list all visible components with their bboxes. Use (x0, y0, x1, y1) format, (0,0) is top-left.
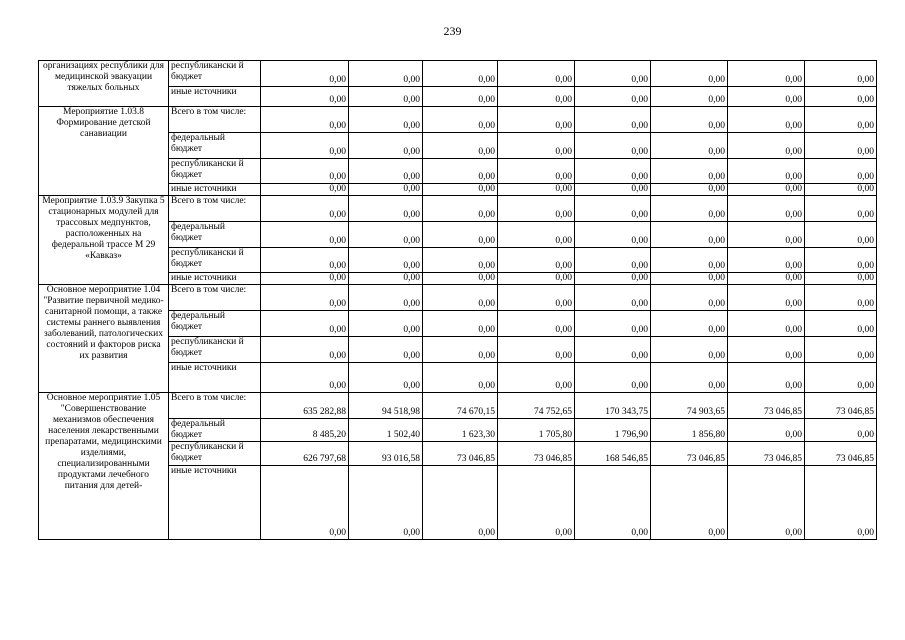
amount-cell: 0,00 (349, 311, 423, 337)
activity-name-cell: Основное мероприятие 1.04 "Развитие первичной медико-санитарной помощи, а также системы раннего выявления заболеваний, патологических состояний и факторов риска их развития (39, 285, 169, 393)
amount-cell: 0,00 (261, 159, 349, 184)
amount-cell: 0,00 (805, 337, 877, 363)
amount-cell: 0,00 (651, 184, 728, 196)
amount-cell: 0,00 (805, 107, 877, 133)
amount-cell: 0,00 (498, 196, 575, 222)
amount-cell: 0,00 (349, 363, 423, 393)
amount-cell: 94 518,98 (349, 393, 423, 419)
amount-cell: 1 856,80 (651, 419, 728, 442)
amount-cell: 0,00 (728, 222, 805, 248)
amount-cell: 0,00 (575, 363, 651, 393)
amount-cell: 0,00 (728, 248, 805, 273)
amount-cell: 0,00 (651, 273, 728, 285)
amount-cell: 0,00 (728, 419, 805, 442)
amount-cell: 0,00 (805, 133, 877, 159)
amount-cell: 0,00 (575, 222, 651, 248)
amount-cell: 0,00 (651, 363, 728, 393)
amount-cell: 0,00 (728, 159, 805, 184)
funding-source-cell: Всего в том числе: (169, 196, 261, 222)
amount-cell: 0,00 (728, 466, 805, 540)
amount-cell: 0,00 (261, 285, 349, 311)
amount-cell: 0,00 (261, 184, 349, 196)
amount-cell: 0,00 (728, 61, 805, 87)
amount-cell: 0,00 (498, 337, 575, 363)
amount-cell: 0,00 (498, 159, 575, 184)
amount-cell: 0,00 (805, 196, 877, 222)
table-row (39, 61, 877, 87)
amount-cell: 0,00 (651, 107, 728, 133)
amount-cell: 0,00 (498, 311, 575, 337)
funding-source-cell: федеральный бюджет (169, 311, 261, 337)
amount-cell: 0,00 (423, 273, 498, 285)
amount-cell: 0,00 (728, 363, 805, 393)
amount-cell: 0,00 (728, 273, 805, 285)
amount-cell: 0,00 (728, 133, 805, 159)
funding-source-cell: Всего в том числе: (169, 107, 261, 133)
amount-cell: 0,00 (261, 248, 349, 273)
amount-cell: 0,00 (805, 419, 877, 442)
amount-cell: 0,00 (261, 196, 349, 222)
amount-cell: 0,00 (349, 133, 423, 159)
amount-cell: 73 046,85 (805, 442, 877, 466)
amount-cell: 0,00 (498, 133, 575, 159)
amount-cell: 626 797,68 (261, 442, 349, 466)
amount-cell: 0,00 (805, 222, 877, 248)
amount-cell: 635 282,88 (261, 393, 349, 419)
amount-cell: 0,00 (651, 196, 728, 222)
amount-cell: 0,00 (423, 337, 498, 363)
amount-cell: 74 670,15 (423, 393, 498, 419)
amount-cell: 0,00 (498, 285, 575, 311)
amount-cell: 0,00 (651, 159, 728, 184)
amount-cell: 73 046,85 (498, 442, 575, 466)
amount-cell: 73 046,85 (728, 393, 805, 419)
amount-cell: 0,00 (728, 107, 805, 133)
amount-cell: 0,00 (575, 196, 651, 222)
amount-cell: 0,00 (728, 285, 805, 311)
amount-cell: 93 016,58 (349, 442, 423, 466)
funding-source-cell: республикански й бюджет (169, 337, 261, 363)
amount-cell: 0,00 (728, 196, 805, 222)
funding-source-cell: иные источники (169, 363, 261, 393)
amount-cell: 0,00 (261, 133, 349, 159)
amount-cell: 0,00 (651, 87, 728, 107)
amount-cell: 0,00 (423, 363, 498, 393)
amount-cell: 0,00 (498, 87, 575, 107)
amount-cell: 0,00 (728, 87, 805, 107)
amount-cell: 0,00 (261, 61, 349, 87)
amount-cell: 0,00 (349, 466, 423, 540)
amount-cell: 0,00 (805, 184, 877, 196)
funding-source-cell: федеральный бюджет (169, 222, 261, 248)
activity-name-cell: Мероприятие 1.03.8 Формирование детской санавиации (39, 107, 169, 196)
funding-source-cell: иные источники (169, 184, 261, 196)
amount-cell: 0,00 (651, 248, 728, 273)
amount-cell: 1 623,30 (423, 419, 498, 442)
amount-cell: 0,00 (651, 285, 728, 311)
amount-cell: 0,00 (651, 133, 728, 159)
amount-cell: 74 903,65 (651, 393, 728, 419)
funding-source-cell: иные источники (169, 273, 261, 285)
amount-cell: 168 546,85 (575, 442, 651, 466)
amount-cell: 0,00 (575, 285, 651, 311)
amount-cell: 1 502,40 (349, 419, 423, 442)
amount-cell: 0,00 (423, 133, 498, 159)
activity-name-cell: Основное мероприятие 1.05 "Совершенствование механизмов обеспечения населения лекарственными препаратами, медицинскими изделиями, специализированными продуктами лечебного питания для детей- (39, 393, 169, 540)
funding-source-cell: республикански й бюджет (169, 159, 261, 184)
amount-cell: 0,00 (575, 273, 651, 285)
amount-cell: 0,00 (651, 466, 728, 540)
amount-cell: 0,00 (423, 61, 498, 87)
amount-cell: 0,00 (498, 248, 575, 273)
amount-cell: 170 343,75 (575, 393, 651, 419)
amount-cell: 0,00 (498, 466, 575, 540)
amount-cell: 0,00 (423, 285, 498, 311)
amount-cell: 0,00 (261, 107, 349, 133)
table-row (39, 107, 877, 133)
amount-cell: 8 485,20 (261, 419, 349, 442)
amount-cell: 0,00 (261, 311, 349, 337)
amount-cell: 0,00 (575, 61, 651, 87)
amount-cell: 0,00 (261, 363, 349, 393)
amount-cell: 0,00 (575, 184, 651, 196)
amount-cell: 0,00 (423, 222, 498, 248)
amount-cell: 0,00 (651, 61, 728, 87)
amount-cell: 0,00 (805, 273, 877, 285)
amount-cell: 73 046,85 (423, 442, 498, 466)
amount-cell: 0,00 (423, 107, 498, 133)
amount-cell: 0,00 (498, 61, 575, 87)
amount-cell: 0,00 (575, 87, 651, 107)
amount-cell: 0,00 (423, 159, 498, 184)
amount-cell: 0,00 (575, 248, 651, 273)
amount-cell: 0,00 (349, 61, 423, 87)
amount-cell: 0,00 (349, 222, 423, 248)
activity-name-cell: организациях республики для медицинской эвакуации тяжелых больных (39, 61, 169, 107)
funding-source-cell: иные источники (169, 466, 261, 540)
amount-cell: 0,00 (423, 196, 498, 222)
amount-cell: 0,00 (728, 337, 805, 363)
funding-source-cell: республикански й бюджет (169, 442, 261, 466)
amount-cell: 0,00 (349, 285, 423, 311)
amount-cell: 0,00 (349, 107, 423, 133)
amount-cell: 0,00 (805, 285, 877, 311)
amount-cell: 0,00 (261, 273, 349, 285)
amount-cell: 0,00 (728, 311, 805, 337)
amount-cell: 73 046,85 (651, 442, 728, 466)
table-row (39, 285, 877, 311)
amount-cell: 0,00 (575, 107, 651, 133)
amount-cell: 0,00 (651, 222, 728, 248)
funding-source-cell: Всего в том числе: (169, 285, 261, 311)
amount-cell: 73 046,85 (728, 442, 805, 466)
amount-cell: 0,00 (349, 273, 423, 285)
page-number: 239 (443, 24, 462, 38)
amount-cell: 0,00 (498, 273, 575, 285)
amount-cell: 0,00 (805, 466, 877, 540)
funding-source-cell: республикански й бюджет (169, 248, 261, 273)
amount-cell: 0,00 (423, 248, 498, 273)
activity-name-cell: Мероприятие 1.03.9 Закупка 5 стационарных модулей для трассовых медпунктов, расположенных на федеральной трассе М 29 «Кавказ» (39, 196, 169, 285)
funding-source-cell: федеральный бюджет (169, 419, 261, 442)
amount-cell: 0,00 (423, 184, 498, 196)
amount-cell: 0,00 (728, 184, 805, 196)
amount-cell: 0,00 (349, 87, 423, 107)
amount-cell: 74 752,65 (498, 393, 575, 419)
budget-table (38, 60, 877, 540)
amount-cell: 0,00 (575, 159, 651, 184)
amount-cell: 0,00 (805, 87, 877, 107)
amount-cell: 0,00 (261, 466, 349, 540)
amount-cell: 0,00 (575, 337, 651, 363)
amount-cell: 0,00 (651, 311, 728, 337)
amount-cell: 0,00 (498, 184, 575, 196)
amount-cell: 0,00 (805, 248, 877, 273)
table-row (39, 196, 877, 222)
amount-cell: 0,00 (651, 337, 728, 363)
amount-cell: 0,00 (498, 363, 575, 393)
amount-cell: 0,00 (423, 87, 498, 107)
amount-cell: 0,00 (423, 311, 498, 337)
funding-source-cell: республикански й бюджет (169, 61, 261, 87)
amount-cell: 0,00 (349, 159, 423, 184)
amount-cell: 0,00 (805, 363, 877, 393)
amount-cell: 0,00 (805, 311, 877, 337)
funding-source-cell: Всего в том числе: (169, 393, 261, 419)
amount-cell: 73 046,85 (805, 393, 877, 419)
amount-cell: 0,00 (805, 61, 877, 87)
amount-cell: 0,00 (423, 466, 498, 540)
table-row (39, 393, 877, 419)
amount-cell: 1 705,80 (498, 419, 575, 442)
amount-cell: 0,00 (575, 466, 651, 540)
amount-cell: 0,00 (575, 133, 651, 159)
amount-cell: 0,00 (805, 159, 877, 184)
amount-cell: 0,00 (575, 311, 651, 337)
funding-source-cell: иные источники (169, 87, 261, 107)
amount-cell: 0,00 (349, 337, 423, 363)
amount-cell: 1 796,90 (575, 419, 651, 442)
amount-cell: 0,00 (261, 222, 349, 248)
amount-cell: 0,00 (261, 87, 349, 107)
amount-cell: 0,00 (498, 222, 575, 248)
amount-cell: 0,00 (349, 196, 423, 222)
amount-cell: 0,00 (261, 337, 349, 363)
amount-cell: 0,00 (349, 248, 423, 273)
amount-cell: 0,00 (498, 107, 575, 133)
amount-cell: 0,00 (349, 184, 423, 196)
funding-source-cell: федеральный бюджет (169, 133, 261, 159)
